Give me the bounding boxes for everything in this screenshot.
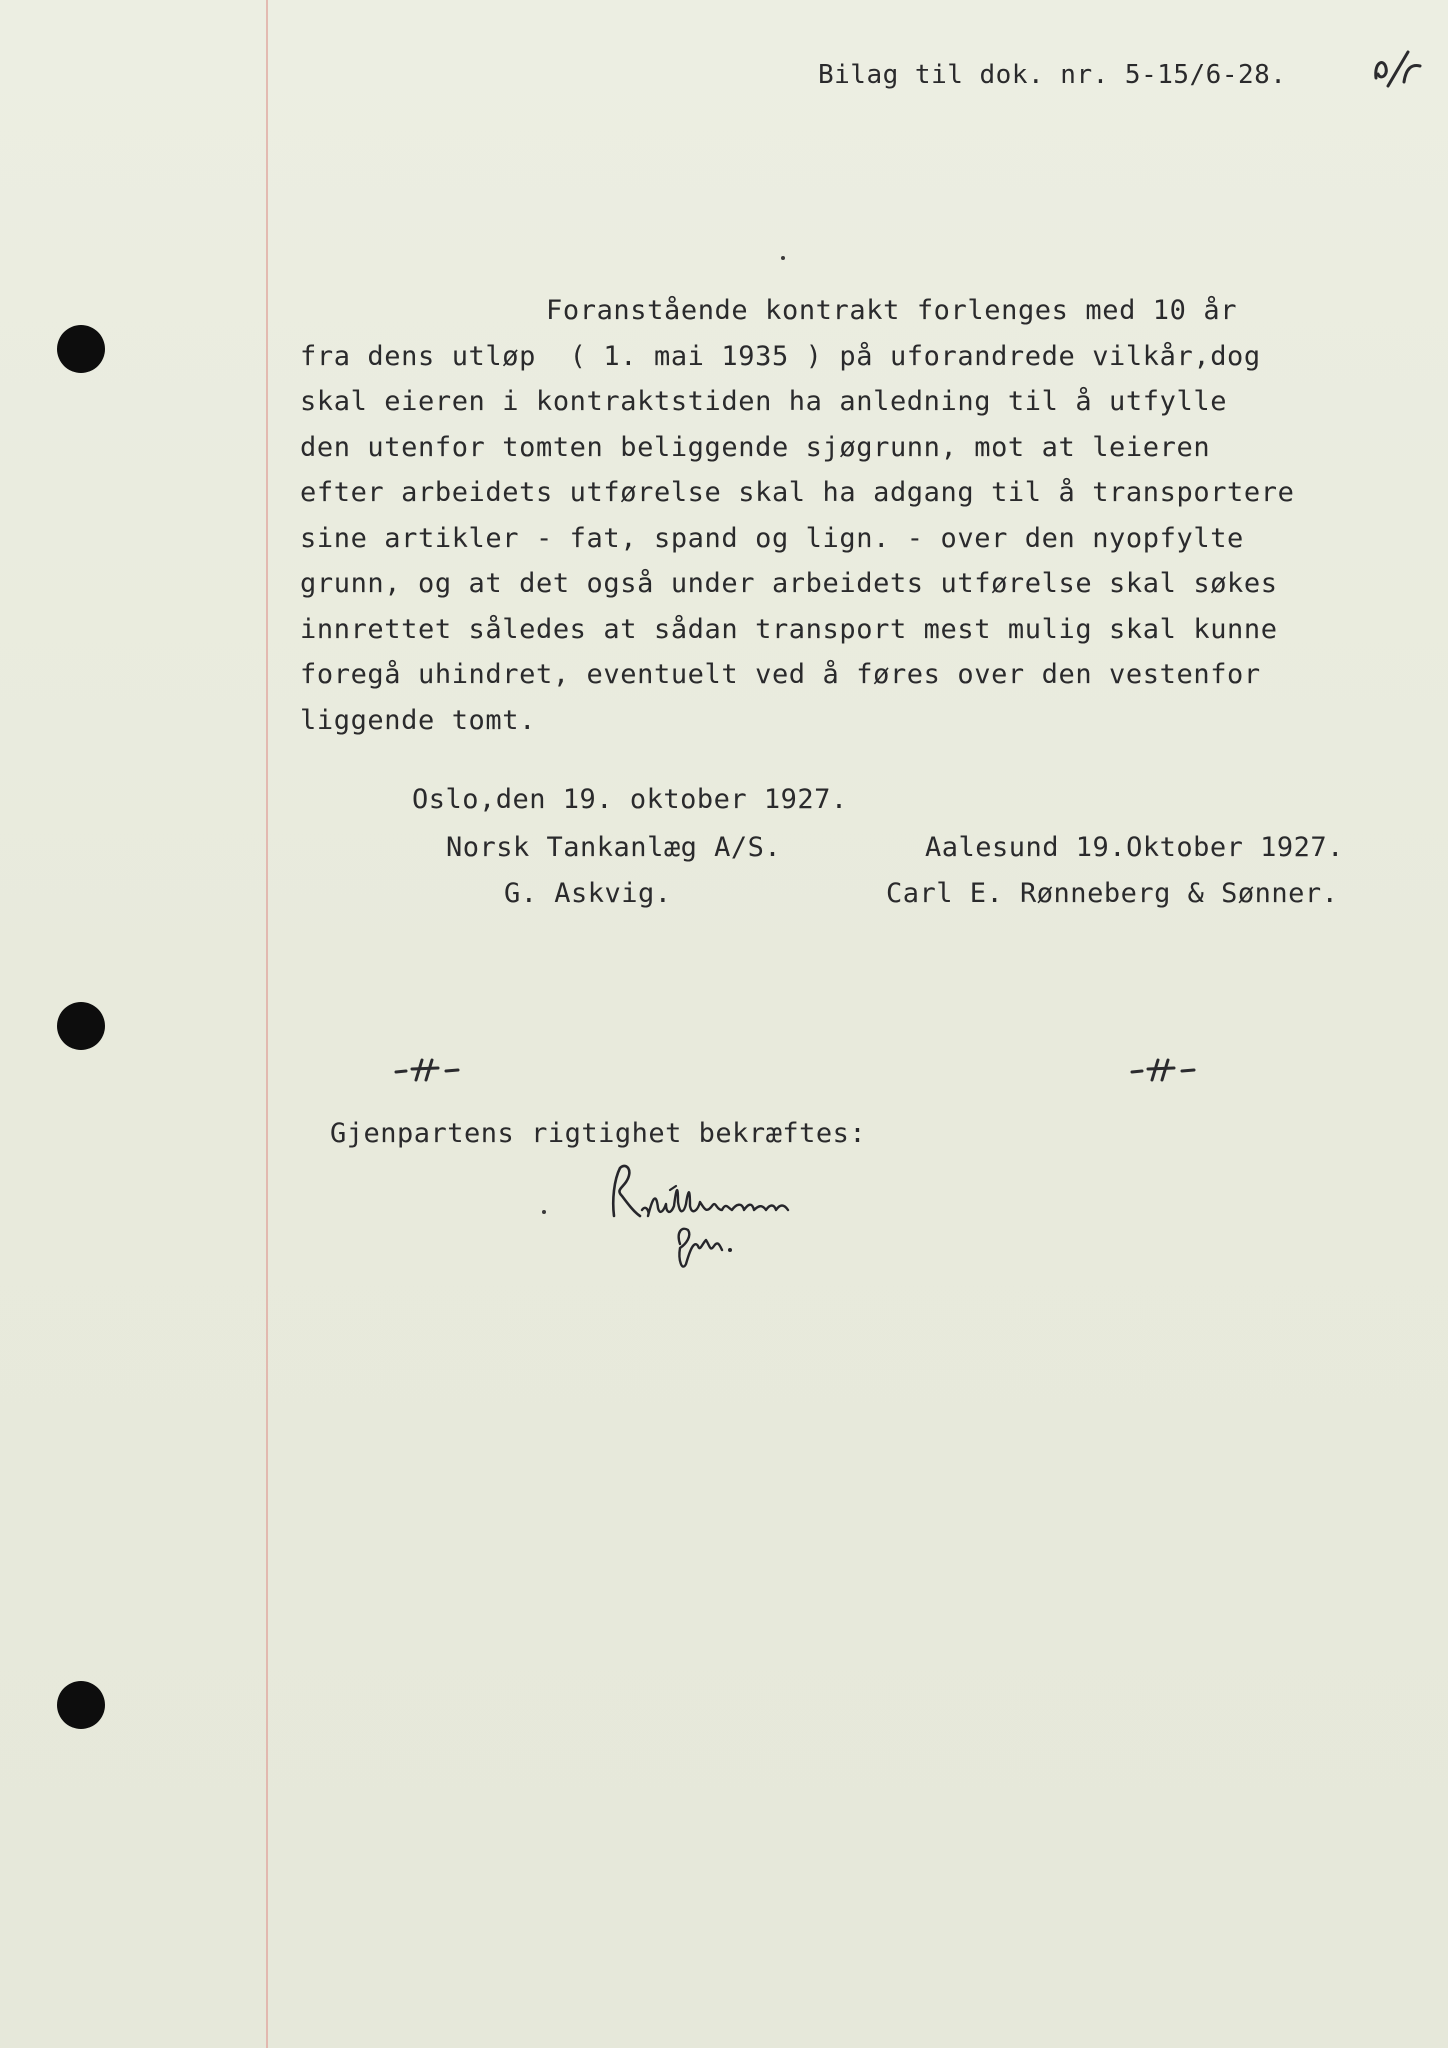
body-line: Foranstående kontrakt forlenges med 10 år	[546, 295, 1238, 326]
body-line: den utenfor tomten beliggende sjøgrunn, mot at leieren	[300, 431, 1211, 463]
handwritten-signature-dash-icon	[1128, 1056, 1200, 1084]
punch-hole-icon	[57, 325, 105, 373]
certification-statement: Gjenpartens rigtighet bekræftes:	[330, 1118, 867, 1149]
place-date-left: Oslo,den 19. oktober 1927.	[412, 784, 848, 815]
contract-extension-text	[300, 288, 1410, 743]
body-line: grunn, og at det også under arbeidets utførelse skal søkes	[300, 568, 1278, 599]
margin-rule	[266, 0, 268, 2048]
body-line: fra dens utløp ( 1. mai 1935 ) på uforandrede vilkår,dog	[300, 340, 1261, 372]
body-line: innrettet således at sådan transport mest mulig skal kunne	[300, 613, 1278, 645]
handwritten-signature-icon	[530, 1160, 820, 1280]
signer-right: Carl E. Rønneberg & Sønner.	[886, 878, 1339, 909]
body-line: sine artikler - fat, spand og lign. - over den nyopfylte	[300, 522, 1244, 554]
document-reference: Bilag til dok. nr. 5-15/6-28.	[818, 60, 1287, 90]
body-line: foregå uhindret, eventuelt ved å føres over den vestenfor	[300, 659, 1261, 690]
signer-left: G. Askvig.	[504, 878, 672, 909]
place-date-right: Aalesund 19.Oktober 1927.	[925, 832, 1344, 863]
punch-hole-icon	[57, 1002, 105, 1050]
handwritten-signature-dash-icon	[392, 1056, 464, 1084]
stray-dot	[781, 256, 785, 260]
punch-hole-icon	[57, 1681, 105, 1729]
company-left: Norsk Tankanlæg A/S.	[446, 832, 782, 863]
handwritten-page-mark-icon	[1370, 48, 1428, 90]
body-line: liggende tomt.	[300, 704, 536, 736]
body-line: skal eieren i kontraktstiden ha anledning til å utfylle	[300, 386, 1228, 417]
body-line: efter arbeidets utførelse skal ha adgang til å transportere	[300, 477, 1295, 508]
